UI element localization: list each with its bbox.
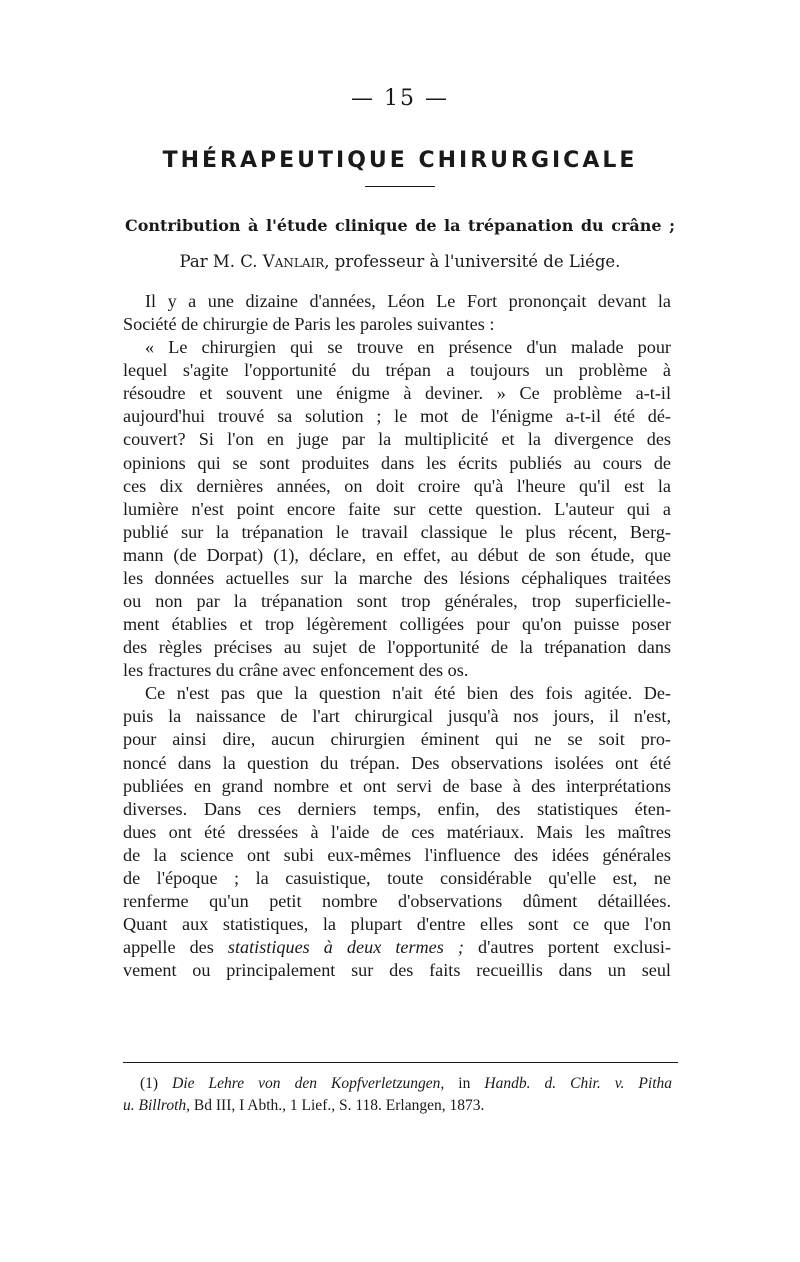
body-line: résoudre et souvent une énigme à deviner. » Ce problème a-t-il [123,383,671,404]
body-line: de l'époque ; la casuistique, toute considérable qu'elle est, ne [123,867,671,888]
footnote-citation-title: Die Lehre von den Kopfverletzungen, [172,1075,445,1092]
body-text [123,290,671,982]
article-title: Contribution à l'étude clinique de la trépanation du crâne ; [125,216,675,235]
body-line: Quant aux statistiques, la plupart d'entre elles sont ce que l'on [123,914,671,935]
body-line: noncé dans la question du trépan. Des observations isolées ont été [123,752,671,773]
footnote-line [123,1095,672,1117]
body-line: publié sur la trépanation le travail classique le plus récent, Berg- [123,521,671,542]
byline [0,252,800,271]
section-title: THÉRAPEUTIQUE CHIRURGICALE [162,148,638,173]
body-line: Ce n'est pas que la question n'ait été bien des fois agitée. De- [145,683,671,704]
footnote-divider [123,1062,678,1063]
footnote-line [140,1073,672,1095]
body-line: Société de chirurgie de Paris les paroles suivantes : [123,314,495,335]
footnote-citation-editor: u. Billroth, [123,1097,191,1114]
page-number: — 15 — [351,86,449,111]
body-line: diverses. Dans ces derniers temps, enfin, des statistiques éten- [123,798,671,819]
footnote-number: (1) [140,1075,159,1092]
body-line: des règles précises au sujet de l'opportunité de la trépanation dans [123,637,671,658]
italic-phrase: statistiques à deux termes ; [227,937,464,958]
body-line: les données actuelles sur la marche des lésions céphaliques traitées [123,567,671,588]
footnote-citation-source: Handb. d. Chir. v. Pitha [484,1075,672,1092]
title-divider [365,186,435,187]
footnote [123,1073,672,1117]
body-line: ou non par la trépanation sont trop générales, trop superficielle- [123,591,671,612]
body-line: de la science ont subi eux-mêmes l'influence des idées générales [123,844,671,865]
body-line: les fractures du crâne avec enfoncement des os. [123,660,469,681]
body-line: « Le chirurgien qui se trouve en présence d'un malade pour [145,337,671,358]
body-line: Il y a une dizaine d'années, Léon Le Fort prononçait devant la [145,291,671,311]
body-line: couvert? Si l'on en juge par la multiplicité et la divergence des [123,429,671,450]
body-line: lequel s'agite l'opportunité du trépan a toujours un problème à [123,360,671,381]
body-line: opinions qui se sont produites dans les écrits publiés au cours de [123,452,671,473]
body-line: mann (de Dorpat) (1), déclare, en effet, au début de son étude, que [123,544,671,565]
body-line: ces dix dernières années, on doit croire qu'à l'heure qu'il est la [123,475,671,496]
byline-affiliation: , professeur à l'université de Liége. [324,252,621,271]
body-line: publiées en grand nombre et ont servi de base à des interprétations [123,775,671,796]
body-line: dues ont été dressées à l'aide de ces matériaux. Mais les maîtres [123,821,671,842]
footnote-text: in [444,1075,485,1092]
footnote-text: Bd III, I Abth., 1 Lief., S. 118. Erlangen, 1873. [190,1097,485,1114]
body-text-fragment: d'autres portent exclusi- [463,937,671,958]
body-text-fragment: appelle des [123,937,228,958]
body-line: puis la naissance de l'art chirurgical jusqu'à nos jours, il n'est, [123,706,671,727]
byline-prefix: Par M. C. [179,252,263,271]
body-line: renferme qu'un petit nombre d'observations dûment détaillées. [123,891,671,912]
body-line: pour ainsi dire, aucun chirurgien éminent qui ne se soit pro- [123,729,671,750]
body-line: lumière n'est point encore faite sur cette question. L'auteur qui a [123,498,671,519]
byline-author: Vanlair [262,252,325,271]
body-line: ment établies et trop légèrement colligées pour qu'on puisse poser [123,614,671,635]
body-line: vement ou principalement sur des faits recueillis dans un seul [123,960,671,981]
body-line [123,936,671,959]
body-line: aujourd'hui trouvé sa solution ; le mot de l'énigme a-t-il été dé- [123,406,671,427]
